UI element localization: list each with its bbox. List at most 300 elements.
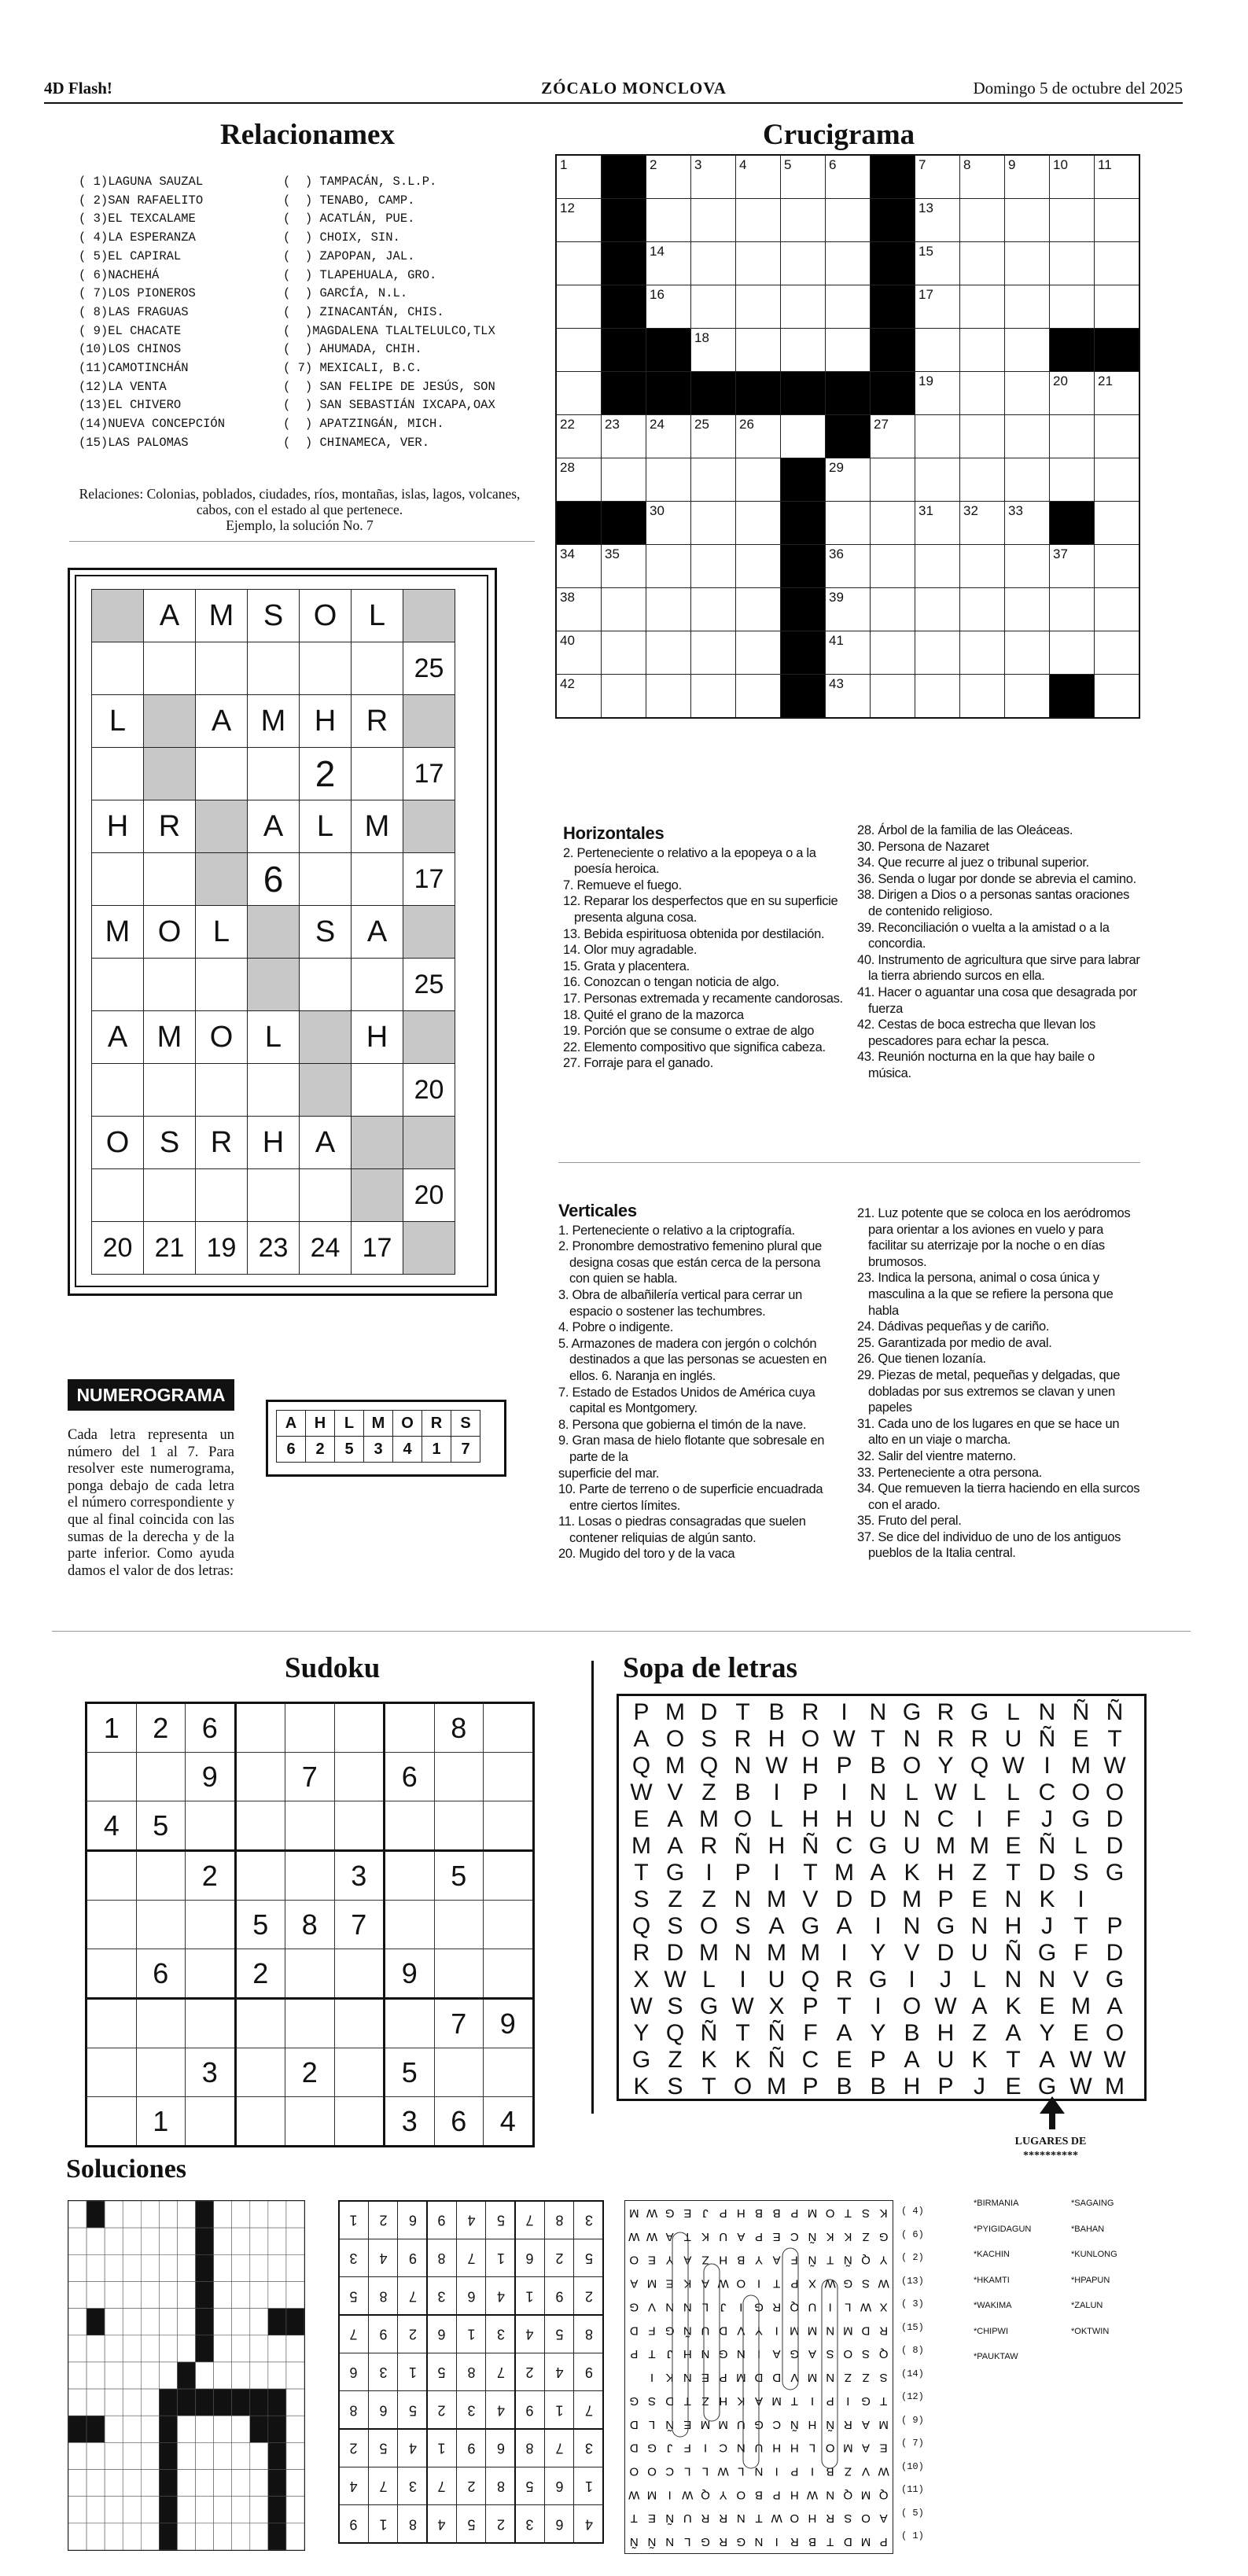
numerograma-cell[interactable] xyxy=(352,642,403,695)
sopa-letter[interactable]: E xyxy=(1039,1993,1055,2019)
sudoku-cell[interactable]: 3 xyxy=(186,2048,236,2097)
sopa-letter[interactable]: N xyxy=(903,1913,921,1939)
numerograma-cell[interactable]: 17 xyxy=(403,748,455,800)
sopa-letter[interactable]: Y xyxy=(937,1753,954,1779)
sopa-letter[interactable]: N xyxy=(970,1913,988,1939)
crossword-cell[interactable] xyxy=(691,415,736,458)
numerograma-cell[interactable] xyxy=(144,642,196,695)
numerograma-cell[interactable] xyxy=(196,1169,248,1222)
numerograma-cell[interactable] xyxy=(300,959,352,1011)
sopa-letter[interactable]: F xyxy=(803,2020,818,2046)
sopa-letter[interactable]: U xyxy=(903,1833,921,1859)
sopa-letter[interactable]: O xyxy=(902,1753,922,1779)
crossword-cell[interactable] xyxy=(960,242,1005,285)
sudoku-cell[interactable] xyxy=(235,2097,285,2147)
sopa-letter[interactable]: I xyxy=(705,1860,712,1886)
sopa-letter[interactable]: H xyxy=(937,1860,955,1886)
sopa-letter[interactable]: M xyxy=(767,1940,786,1966)
sopa-letter[interactable]: H xyxy=(768,1726,786,1752)
sopa-letter[interactable]: W xyxy=(833,1726,856,1752)
sudoku-cell[interactable] xyxy=(385,1703,435,1753)
numerograma-cell[interactable]: H xyxy=(352,1011,403,1064)
crossword-cell[interactable] xyxy=(826,155,871,199)
sopa-letter[interactable]: M xyxy=(665,1753,685,1779)
sudoku-cell[interactable]: 7 xyxy=(434,1999,484,2048)
sopa-letter[interactable]: T xyxy=(871,1726,885,1752)
sudoku-cell[interactable] xyxy=(484,1703,534,1753)
sopa-letter[interactable]: D xyxy=(835,1886,853,1912)
sopa-letter[interactable]: U xyxy=(937,2047,955,2073)
sopa-letter[interactable]: J xyxy=(940,1967,952,1993)
sudoku-cell[interactable] xyxy=(186,1801,236,1851)
crossword-cell[interactable] xyxy=(1050,631,1095,675)
numerograma-cell[interactable] xyxy=(248,959,300,1011)
sopa-letter[interactable]: Ñ xyxy=(734,1833,752,1859)
sopa-letter[interactable]: G xyxy=(1105,1860,1125,1886)
sudoku-cell[interactable]: 5 xyxy=(434,1851,484,1901)
numerograma-cell[interactable] xyxy=(92,959,144,1011)
sudoku-cell[interactable]: 8 xyxy=(285,1901,335,1949)
crossword-cell[interactable] xyxy=(871,545,915,588)
numerograma-cell[interactable]: O xyxy=(144,906,196,959)
numerograma-cell[interactable]: R xyxy=(352,695,403,748)
sopa-letter[interactable]: N xyxy=(869,1779,887,1805)
sopa-letter[interactable]: N xyxy=(734,1940,752,1966)
sopa-letter[interactable]: R xyxy=(632,1940,650,1966)
numerograma-cell[interactable]: 19 xyxy=(196,1222,248,1275)
numerograma-cell[interactable]: S xyxy=(144,1117,196,1169)
sopa-letter[interactable]: W xyxy=(1103,2047,1126,2073)
sopa-letter[interactable]: G xyxy=(902,1699,922,1725)
sopa-letter[interactable]: N xyxy=(1038,1699,1056,1725)
sudoku-cell[interactable]: 6 xyxy=(385,1753,435,1801)
sopa-letter[interactable]: V xyxy=(904,1940,920,1966)
sopa-letter[interactable]: T xyxy=(701,2074,716,2099)
crossword-cell[interactable] xyxy=(556,372,602,415)
sopa-letter[interactable]: D xyxy=(666,1940,684,1966)
crossword-cell[interactable] xyxy=(736,155,781,199)
numerograma-cell[interactable]: A xyxy=(196,695,248,748)
sopa-letter[interactable]: W xyxy=(630,1779,653,1805)
sopa-letter[interactable]: H xyxy=(1004,1913,1022,1939)
numerograma-cell[interactable]: 17 xyxy=(352,1222,403,1275)
crossword-cell[interactable] xyxy=(826,675,871,719)
sopa-letter[interactable]: S xyxy=(701,1726,717,1752)
sopa-letter[interactable]: J xyxy=(1041,1913,1053,1939)
sopa-letter[interactable]: R xyxy=(970,1726,988,1752)
numerograma-cell[interactable] xyxy=(144,853,196,906)
sudoku-cell[interactable] xyxy=(235,1753,285,1801)
numerograma-cell[interactable] xyxy=(196,853,248,906)
sopa-letter[interactable]: W xyxy=(630,1993,653,2019)
sudoku-cell[interactable] xyxy=(136,1851,186,1901)
crossword-cell[interactable] xyxy=(646,588,691,631)
sudoku-cell[interactable] xyxy=(385,1901,435,1949)
crossword-cell[interactable] xyxy=(1050,242,1095,285)
sudoku-cell[interactable] xyxy=(87,2048,137,2097)
sopa-letter[interactable]: X xyxy=(633,1967,650,1993)
crossword-cell[interactable] xyxy=(1005,329,1050,372)
sopa-letter[interactable]: A xyxy=(633,1726,650,1752)
sopa-letter[interactable]: Y xyxy=(870,1940,886,1966)
numerograma-cell[interactable]: L xyxy=(300,800,352,853)
crossword-cell[interactable] xyxy=(556,458,602,502)
sudoku-cell[interactable] xyxy=(285,1851,335,1901)
sopa-letter[interactable]: T xyxy=(1107,1726,1122,1752)
sopa-letter[interactable]: Z xyxy=(668,1886,683,1912)
sopa-letter[interactable]: A xyxy=(836,1913,852,1939)
sudoku-cell[interactable] xyxy=(434,2048,484,2097)
crossword-cell[interactable] xyxy=(1005,545,1050,588)
sopa-letter[interactable]: R xyxy=(937,1726,955,1752)
sopa-letter[interactable]: R xyxy=(700,1833,718,1859)
crossword-cell[interactable] xyxy=(826,285,871,329)
sopa-letter[interactable]: A xyxy=(904,2047,920,2073)
crossword-cell[interactable] xyxy=(1050,372,1095,415)
numerograma-cell[interactable] xyxy=(403,800,455,853)
numerograma-cell[interactable] xyxy=(196,800,248,853)
crossword-cell[interactable] xyxy=(960,545,1005,588)
sudoku-cell[interactable] xyxy=(87,2097,137,2147)
sudoku-cell[interactable] xyxy=(136,2048,186,2097)
crossword-cell[interactable] xyxy=(1005,155,1050,199)
sopa-letter[interactable]: M xyxy=(631,1833,651,1859)
crossword-cell[interactable] xyxy=(556,285,602,329)
sudoku-cell[interactable]: 3 xyxy=(334,1851,385,1901)
numerograma-cell[interactable]: 20 xyxy=(403,1169,455,1222)
crossword-cell[interactable] xyxy=(691,242,736,285)
sopa-letter[interactable]: Y xyxy=(870,2020,886,2046)
sudoku-cell[interactable] xyxy=(87,1901,137,1949)
crossword-cell[interactable] xyxy=(602,588,646,631)
sopa-letter[interactable]: A xyxy=(836,2020,852,2046)
sudoku-cell[interactable]: 2 xyxy=(235,1949,285,1999)
crossword-cell[interactable] xyxy=(826,329,871,372)
numerograma-cell[interactable] xyxy=(196,748,248,800)
sopa-letter[interactable]: T xyxy=(1006,1860,1021,1886)
crossword-cell[interactable] xyxy=(826,545,871,588)
crossword-cell[interactable] xyxy=(915,588,960,631)
sopa-letter[interactable]: A xyxy=(1106,1993,1123,2019)
sopa-letter[interactable]: Ñ xyxy=(1004,1940,1022,1966)
crossword-cell[interactable] xyxy=(1095,458,1140,502)
sudoku-cell[interactable] xyxy=(484,1949,534,1999)
numerograma-cell[interactable] xyxy=(248,1064,300,1117)
numerograma-cell[interactable]: M xyxy=(352,800,403,853)
sopa-letter[interactable]: O xyxy=(665,1726,685,1752)
crossword-cell[interactable] xyxy=(646,545,691,588)
crossword-cell[interactable] xyxy=(736,285,781,329)
crossword-cell[interactable] xyxy=(1005,631,1050,675)
numerograma-cell[interactable] xyxy=(144,695,196,748)
crossword-cell[interactable] xyxy=(826,502,871,545)
sopa-letter[interactable]: I xyxy=(874,1993,882,2019)
sopa-letter[interactable]: S xyxy=(667,1913,683,1939)
sopa-letter[interactable]: P xyxy=(870,2047,886,2073)
sopa-letter[interactable]: B xyxy=(870,1753,886,1779)
crossword-cell[interactable] xyxy=(1095,545,1140,588)
sopa-letter[interactable]: C xyxy=(835,1833,853,1859)
crossword-cell[interactable] xyxy=(736,415,781,458)
sopa-letter[interactable]: M xyxy=(665,1699,685,1725)
sopa-letter[interactable]: E xyxy=(1005,1833,1022,1859)
numerograma-cell[interactable] xyxy=(144,959,196,1011)
sudoku-cell[interactable]: 5 xyxy=(136,1801,186,1851)
sopa-letter[interactable]: R xyxy=(937,1699,955,1725)
sopa-letter[interactable]: T xyxy=(735,2020,750,2046)
sudoku-cell[interactable]: 3 xyxy=(385,2097,435,2147)
sudoku-cell[interactable] xyxy=(334,1801,385,1851)
sopa-letter[interactable]: N xyxy=(903,1726,921,1752)
crossword-cell[interactable] xyxy=(915,502,960,545)
sopa-letter[interactable]: H xyxy=(903,2074,921,2099)
sopa-letter[interactable]: V xyxy=(667,1779,683,1805)
sudoku-cell[interactable] xyxy=(136,1999,186,2048)
numerograma-cell[interactable] xyxy=(352,748,403,800)
numerograma-cell[interactable] xyxy=(92,853,144,906)
sudoku-cell[interactable] xyxy=(385,1999,435,2048)
crossword-cell[interactable] xyxy=(1095,242,1140,285)
crossword-cell[interactable] xyxy=(602,675,646,719)
sopa-letter[interactable]: Q xyxy=(699,1753,719,1779)
sudoku-grid[interactable] xyxy=(85,1702,535,2147)
sopa-letter[interactable]: H xyxy=(801,1806,819,1832)
sopa-letter[interactable]: K xyxy=(904,1860,920,1886)
sopa-letter[interactable]: G xyxy=(665,1860,685,1886)
numerograma-cell[interactable] xyxy=(92,1064,144,1117)
numerograma-cell[interactable]: A xyxy=(300,1117,352,1169)
sopa-letter[interactable]: E xyxy=(633,1806,650,1832)
numerograma-cell[interactable] xyxy=(300,1064,352,1117)
sudoku-cell[interactable]: 6 xyxy=(434,2097,484,2147)
sudoku-cell[interactable]: 1 xyxy=(136,2097,186,2147)
sopa-letter[interactable]: M xyxy=(1105,2074,1125,2099)
sopa-letter[interactable]: A xyxy=(768,1913,785,1939)
sudoku-cell[interactable] xyxy=(334,1949,385,1999)
sopa-letter[interactable]: T xyxy=(1006,2047,1021,2073)
sopa-letter[interactable]: G xyxy=(1071,1806,1091,1832)
crossword-cell[interactable] xyxy=(1005,415,1050,458)
crossword-cell[interactable] xyxy=(915,285,960,329)
crossword-cell[interactable] xyxy=(1095,372,1140,415)
sudoku-cell[interactable] xyxy=(434,1949,484,1999)
sopa-letter[interactable]: Z xyxy=(701,1779,716,1805)
numerograma-cell[interactable] xyxy=(248,748,300,800)
sopa-letter[interactable]: G xyxy=(970,1699,989,1725)
crossword-cell[interactable] xyxy=(691,199,736,242)
crossword-cell[interactable] xyxy=(556,155,602,199)
sopa-letter[interactable]: Z xyxy=(972,1860,987,1886)
crossword-cell[interactable] xyxy=(556,415,602,458)
sudoku-cell[interactable] xyxy=(235,1999,285,2048)
sopa-letter[interactable]: K xyxy=(633,2074,650,2099)
sopa-letter[interactable]: P xyxy=(802,1779,819,1805)
sopa-letter[interactable]: L xyxy=(770,1806,783,1832)
sopa-letter[interactable]: E xyxy=(1005,2074,1022,2099)
numerograma-cell[interactable] xyxy=(300,853,352,906)
sopa-letter[interactable]: O xyxy=(801,1726,820,1752)
sudoku-cell[interactable]: 9 xyxy=(385,1949,435,1999)
sopa-letter[interactable]: E xyxy=(1073,1726,1089,1752)
crossword-cell[interactable] xyxy=(781,329,826,372)
crossword-cell[interactable] xyxy=(646,458,691,502)
sopa-letter[interactable]: M xyxy=(1071,1993,1091,2019)
sopa-letter[interactable]: B xyxy=(836,2074,852,2099)
sopa-letter[interactable]: D xyxy=(700,1699,718,1725)
sudoku-cell[interactable] xyxy=(385,1851,435,1901)
numerograma-cell[interactable]: A xyxy=(248,800,300,853)
crossword-cell[interactable] xyxy=(1095,155,1140,199)
sopa-letter[interactable]: G xyxy=(936,1913,955,1939)
numerograma-cell[interactable] xyxy=(248,906,300,959)
crossword-cell[interactable] xyxy=(915,458,960,502)
crossword-cell[interactable] xyxy=(1005,458,1050,502)
numerograma-cell[interactable] xyxy=(352,1169,403,1222)
crossword-cell[interactable] xyxy=(691,329,736,372)
sopa-letter[interactable]: I xyxy=(841,1940,848,1966)
numerograma-cell[interactable]: H xyxy=(92,800,144,853)
sopa-letter[interactable]: N xyxy=(734,1753,752,1779)
sopa-letter[interactable]: L xyxy=(973,1779,986,1805)
crossword-cell[interactable] xyxy=(646,285,691,329)
sopa-letter[interactable]: N xyxy=(1038,1967,1056,1993)
sopa-letter[interactable]: T xyxy=(837,1993,852,2019)
crossword-cell[interactable] xyxy=(691,631,736,675)
sopa-letter[interactable]: M xyxy=(970,1833,989,1859)
crossword-cell[interactable] xyxy=(646,631,691,675)
crossword-cell[interactable] xyxy=(646,502,691,545)
sudoku-cell[interactable] xyxy=(285,1801,335,1851)
crossword-cell[interactable] xyxy=(826,242,871,285)
sopa-letter[interactable]: N xyxy=(1004,1967,1022,1993)
numerograma-cell[interactable]: O xyxy=(300,590,352,642)
crossword-cell[interactable] xyxy=(826,199,871,242)
crossword-cell[interactable] xyxy=(736,199,781,242)
numerograma-cell[interactable] xyxy=(403,1117,455,1169)
crossword-cell[interactable] xyxy=(1095,675,1140,719)
sopa-letter[interactable]: L xyxy=(1007,1779,1020,1805)
numerograma-cell[interactable]: 25 xyxy=(403,959,455,1011)
sopa-letter[interactable]: Q xyxy=(801,1967,820,1993)
sopa-letter[interactable]: Q xyxy=(665,2020,685,2046)
numerograma-cell[interactable] xyxy=(144,748,196,800)
sopa-letter[interactable]: Ñ xyxy=(1106,1699,1124,1725)
sopa-letter[interactable]: I xyxy=(1077,1886,1084,1912)
sopa-letter[interactable]: S xyxy=(667,1993,683,2019)
sopa-letter[interactable]: M xyxy=(699,1940,719,1966)
numerograma-cell[interactable]: M xyxy=(144,1011,196,1064)
sopa-letter[interactable]: K xyxy=(734,2047,751,2073)
sopa-letter[interactable]: I xyxy=(1044,1753,1051,1779)
sudoku-cell[interactable] xyxy=(285,2097,335,2147)
sopa-letter[interactable]: P xyxy=(802,2074,819,2099)
sudoku-cell[interactable] xyxy=(235,1851,285,1901)
sudoku-cell[interactable] xyxy=(285,1999,335,2048)
sudoku-cell[interactable]: 6 xyxy=(136,1949,186,1999)
sopa-letter[interactable]: U xyxy=(970,1940,988,1966)
sopa-letter[interactable]: H xyxy=(768,1833,786,1859)
sudoku-cell[interactable] xyxy=(484,2048,534,2097)
sudoku-cell[interactable] xyxy=(385,1801,435,1851)
crossword-cell[interactable] xyxy=(1005,588,1050,631)
sudoku-cell[interactable]: 9 xyxy=(186,1753,236,1801)
numerograma-cell[interactable] xyxy=(196,642,248,695)
sopa-letter[interactable]: W xyxy=(1103,1753,1126,1779)
crossword-cell[interactable] xyxy=(691,458,736,502)
sopa-letter[interactable]: W xyxy=(664,1967,687,1993)
sopa-letter[interactable]: Q xyxy=(631,1913,651,1939)
numerograma-cell[interactable]: 20 xyxy=(92,1222,144,1275)
crossword-cell[interactable] xyxy=(646,199,691,242)
sopa-letter[interactable]: L xyxy=(702,1967,716,1993)
numerograma-cell[interactable]: A xyxy=(144,590,196,642)
numerograma-cell[interactable] xyxy=(403,1011,455,1064)
numerograma-cell[interactable] xyxy=(403,1222,455,1275)
crossword-cell[interactable] xyxy=(1095,285,1140,329)
sopa-letter[interactable]: M xyxy=(699,1806,719,1832)
sopa-letter[interactable]: M xyxy=(936,1833,955,1859)
numerograma-cell[interactable]: O xyxy=(196,1011,248,1064)
sudoku-cell[interactable] xyxy=(334,1753,385,1801)
sudoku-cell[interactable]: 2 xyxy=(285,2048,335,2097)
sopa-letter[interactable]: O xyxy=(733,2074,753,2099)
sudoku-cell[interactable] xyxy=(87,1949,137,1999)
numerograma-cell[interactable] xyxy=(300,1011,352,1064)
crossword-cell[interactable] xyxy=(1050,155,1095,199)
crossword-cell[interactable] xyxy=(646,415,691,458)
crossword-cell[interactable] xyxy=(871,675,915,719)
sudoku-cell[interactable]: 7 xyxy=(285,1753,335,1801)
sopa-letter[interactable]: R xyxy=(734,1726,752,1752)
sopa-letter[interactable]: S xyxy=(633,1886,650,1912)
sopa-letter[interactable]: A xyxy=(667,1833,683,1859)
sopa-letter[interactable]: Ñ xyxy=(1038,1726,1056,1752)
crossword-cell[interactable] xyxy=(556,631,602,675)
sopa-letter[interactable]: A xyxy=(971,1993,988,2019)
sopa-letter[interactable]: G xyxy=(868,1833,888,1859)
numerograma-cell[interactable] xyxy=(352,1064,403,1117)
sopa-letter[interactable]: A xyxy=(667,1806,683,1832)
sopa-letter[interactable]: D xyxy=(869,1886,887,1912)
crossword-cell[interactable] xyxy=(556,588,602,631)
sudoku-cell[interactable] xyxy=(235,1801,285,1851)
numerograma-cell[interactable] xyxy=(403,695,455,748)
numerograma-cell[interactable]: 6 xyxy=(248,853,300,906)
crossword-cell[interactable] xyxy=(960,588,1005,631)
sopa-letter[interactable]: U xyxy=(1004,1726,1022,1752)
crossword-cell[interactable] xyxy=(556,242,602,285)
crossword-cell[interactable] xyxy=(960,502,1005,545)
sudoku-cell[interactable]: 5 xyxy=(235,1901,285,1949)
crossword-cell[interactable] xyxy=(602,631,646,675)
sudoku-cell[interactable] xyxy=(136,1753,186,1801)
numerograma-cell[interactable] xyxy=(352,853,403,906)
sopa-letter[interactable]: C xyxy=(801,2047,819,2073)
sopa-letter[interactable]: F xyxy=(1006,1806,1021,1832)
numerograma-cell[interactable] xyxy=(92,748,144,800)
sopa-letter[interactable]: I xyxy=(976,1806,983,1832)
numerograma-cell[interactable]: M xyxy=(92,906,144,959)
sopa-letter[interactable]: G xyxy=(1037,1940,1057,1966)
numerograma-cell[interactable]: L xyxy=(352,590,403,642)
sopa-letter[interactable]: S xyxy=(667,2074,683,2099)
sopa-letter[interactable]: Ñ xyxy=(768,2020,786,2046)
sopa-letter[interactable]: Z xyxy=(668,2047,683,2073)
numerograma-cell[interactable]: M xyxy=(196,590,248,642)
sopa-letter[interactable]: M xyxy=(801,1940,820,1966)
sopa-letter[interactable]: P xyxy=(937,2074,954,2099)
sopa-letter[interactable]: I xyxy=(841,1699,848,1725)
